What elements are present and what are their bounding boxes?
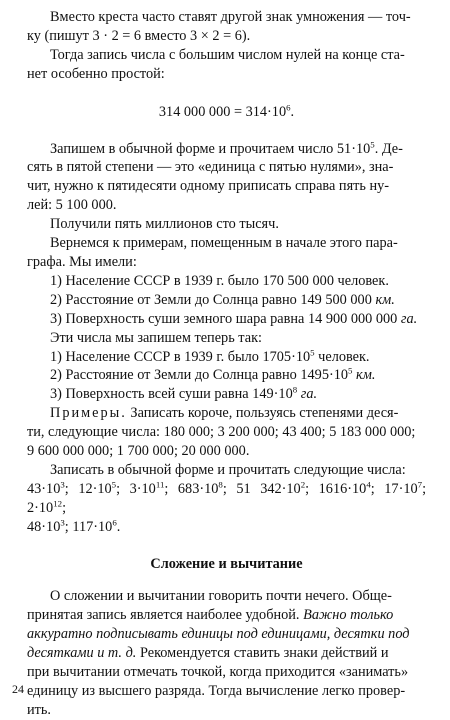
text-line: единицу из высшего разряда. Тогда вычисление легко провер- [27,683,406,699]
text-line: Вернемся к примерам, помещенным в начале этого пара- [50,235,398,252]
text-line: ти, следующие числа: 180 000; 3 200 000; 43 400; 5 183 000 000; [27,424,416,441]
list-item: 2) Расстояние от Земли до Солнца равно 149 500 000 км. [50,291,395,308]
power-exponent: 8 [218,479,223,490]
power-base: 2·10 [27,499,54,516]
text-line: при вычитании отмечать точкой, когда приходится «занимать» [27,664,409,681]
power-base: 43·10 [27,480,61,497]
power-separator: ; [164,480,178,497]
section-heading: Сложение и вычитание [150,555,303,572]
formula [27,103,426,122]
power-separator: . [116,518,121,535]
power-base: 117·10 [72,518,113,535]
power-separator: ; [64,480,79,497]
text-line: аккуратно подписывать единицы под единицами, десятки под [27,626,410,643]
formula-base: 314 000 000 = 314·10 [158,103,287,120]
power-base: 12·10 [78,480,112,497]
power-exponent: 3 [60,517,65,528]
power-exponent: 7 [417,479,423,490]
text-line: чит, нужно к пятидесяти одному приписать справа пять ну- [27,178,390,195]
power-separator: ; [370,480,385,497]
text-line: Получили пять миллионов сто тысяч. [50,216,279,233]
list-item: 3) Поверхность всей суши равна $149\cdot 10^8$ га. [50,385,318,403]
power-base: 1616·10 [318,480,367,497]
power-separator: ; [222,480,237,497]
text-line: Запишем в обычной форме и прочитаем число $51\cdot 10^5$. Де- [50,139,403,157]
text-line: принятая запись является наиболее удобной. Важно только [27,607,394,624]
power-exponent: 2 [300,479,306,490]
formula-end: . [290,103,295,120]
examples-line: Примеры. Записать короче, пользуясь степенями деся- [50,405,399,422]
power-exponent: 11 [155,479,165,490]
list-item: 1) Население СССР в 1939 г. было $1705\cdot 10^5$ человек. [50,347,370,365]
power-base: 3·10 [129,480,156,497]
text-line: ку (пишут 3 · 2 = 6 вместо 3 × 2 = 6). [27,27,251,44]
text-line: лей: 5 100 000. [27,197,117,214]
text-line: нет особенно простой: [27,65,165,82]
text-line: 9 600 000 000; 1 700 000; 20 000 000. [27,443,250,460]
power-separator: ; [422,480,427,497]
page-number: 24 [12,682,24,696]
power-separator: ; [116,480,130,497]
text-line: Записать в обычной форме и прочитать следующие числа: [50,461,406,478]
list-item: 3) Поверхность суши земного шара равна 14 900 000 000 га. [50,310,418,327]
text-line: ить. [27,701,51,718]
text-line: десятками и т. д. Рекомендуется ставить знаки действий и [27,645,389,662]
text-line: Эти числа мы запишем теперь так: [50,329,262,346]
power-separator: ; [305,480,319,497]
power-exponent: 4 [366,479,371,490]
power-base: 17·10 [384,480,418,497]
power-exponent: 5 [111,479,117,490]
power-separator: ; [64,518,73,535]
power-exponent: 6 [112,517,117,528]
text-line: Тогда запись числа с большим числом нулей на конце ста- [50,46,405,63]
powers-line [27,518,426,537]
power-exponent: 3 [60,479,65,490]
powers-line [27,480,426,518]
power-base: 48·10 [27,518,61,535]
power-separator: ; [62,499,67,516]
list-item: 1) Население СССР в 1939 г. было 170 500 000 человек. [50,272,389,289]
formula-exponent: 6 [286,102,291,113]
list-item: 2) Расстояние от Земли до Солнца равно $1495\cdot 10^5$ км. [50,366,376,384]
text-line: О сложении и вычитании говорить почти нечего. Обще- [50,588,392,605]
power-base: 51 342·10 [236,480,301,497]
text-line: Вместо креста часто ставят другой знак умножения — точ- [50,9,411,25]
examples-label: Примеры. [50,405,127,422]
power-exponent: 12 [53,498,63,509]
power-base: 683·10 [177,480,219,497]
text-line: графа. Мы имели: [27,253,137,270]
text-line: сять в пятой степени — это «единица с пятью нулями», зна- [27,159,394,176]
